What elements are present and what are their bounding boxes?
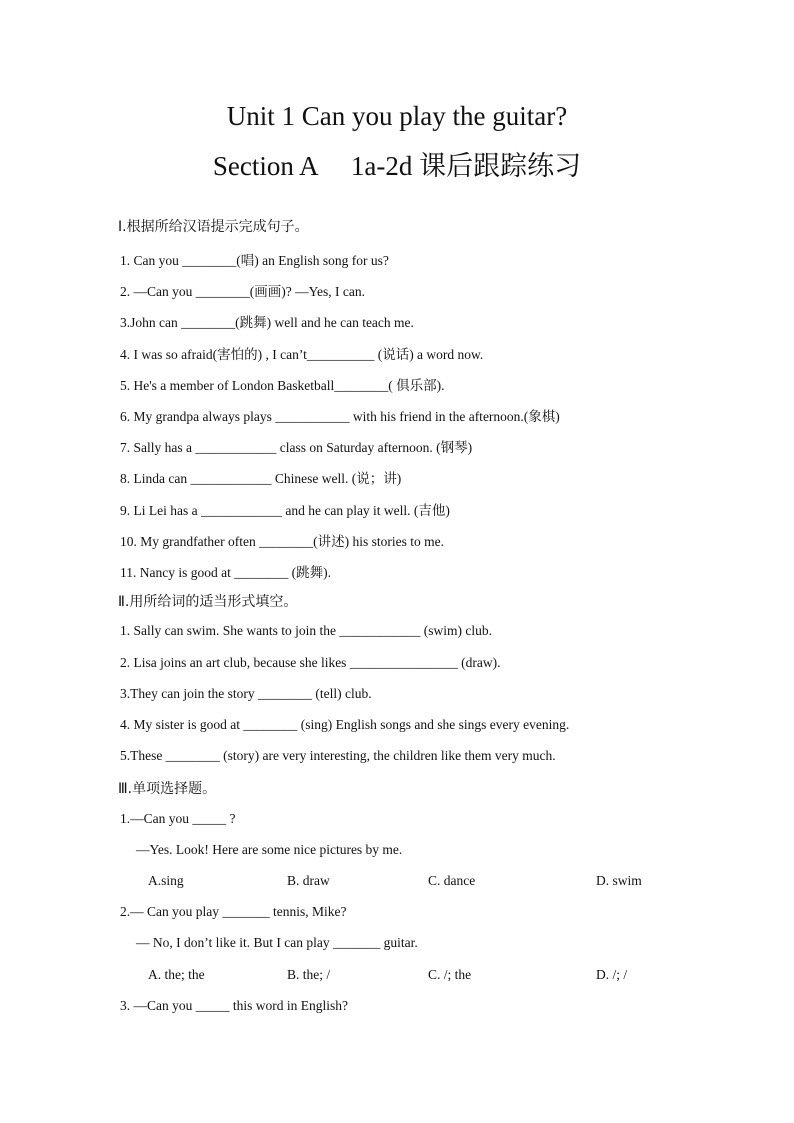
exercise-item: 3.John can ________(跳舞) well and he can teach me. xyxy=(120,315,414,330)
section-heading-2: Ⅱ.用所给词的适当形式填空。 xyxy=(118,594,298,610)
question-2-option-a: A. the; the xyxy=(148,967,205,982)
exercise-item: 5.These ________ (story) are very interesting, the children like them very much. xyxy=(120,748,556,763)
exercise-item: 4. My sister is good at ________ (sing) English songs and she sings every evening. xyxy=(120,717,570,732)
exercise-item: 10. My grandfather often ________(讲述) his stories to me. xyxy=(120,534,444,549)
exercise-item: 8. Linda can ____________ Chinese well. (说；讲) xyxy=(120,471,402,486)
exercise-item: 11. Nancy is good at ________ (跳舞). xyxy=(120,565,331,580)
question-1-option-a: A.sing xyxy=(148,873,184,888)
question-1-dialogue: —Yes. Look! Here are some nice pictures by me. xyxy=(136,842,403,857)
section-heading-3: Ⅲ.单项选择题。 xyxy=(118,781,217,797)
section-heading-1: Ⅰ.根据所给汉语提示完成句子。 xyxy=(118,219,309,235)
exercise-item: 2. Lisa joins an art club, because she likes ________________ (draw). xyxy=(120,655,501,670)
question-1: 1.—Can you _____ ? xyxy=(120,811,236,826)
question-2-option-d: D. /; / xyxy=(596,967,628,982)
exercise-item: 1. Can you ________(唱) an English song for us? xyxy=(120,253,389,268)
exercise-item: 9. Li Lei has a ____________ and he can play it well. (吉他) xyxy=(120,503,450,518)
exercise-item: 1. Sally can swim. She wants to join the ____________ (swim) club. xyxy=(120,623,492,638)
question-2-option-c: C. /; the xyxy=(428,967,472,982)
page-subtitle: Section A 1a-2d 课后跟踪练习 xyxy=(212,151,582,181)
exercise-item: 2. —Can you ________(画画)? —Yes, I can. xyxy=(120,284,365,299)
question-1-option-d: D. swim xyxy=(596,873,642,888)
exercise-item: 3.They can join the story ________ (tell) club. xyxy=(120,686,372,701)
exercise-item: 7. Sally has a ____________ class on Saturday afternoon. (钢琴) xyxy=(120,440,473,455)
question-1-option-b: B. draw xyxy=(287,873,330,888)
question-2-option-b: B. the; / xyxy=(287,967,331,982)
question-3: 3. —Can you _____ this word in English? xyxy=(120,998,348,1013)
question-1-option-c: C. dance xyxy=(428,873,476,888)
question-2-dialogue: — No, I don’t like it. But I can play _______ guitar. xyxy=(136,935,418,950)
page-title: Unit 1 Can you play the guitar? xyxy=(226,101,568,131)
exercise-item: 4. I was so afraid(害怕的) , I can’t__________ (说话) a word now. xyxy=(120,347,484,362)
exercise-item: 6. My grandpa always plays ___________ with his friend in the afternoon.(象棋) xyxy=(120,409,560,424)
exercise-item: 5. He's a member of London Basketball________( 俱乐部). xyxy=(120,378,445,393)
question-2: 2.— Can you play _______ tennis, Mike? xyxy=(120,904,347,919)
